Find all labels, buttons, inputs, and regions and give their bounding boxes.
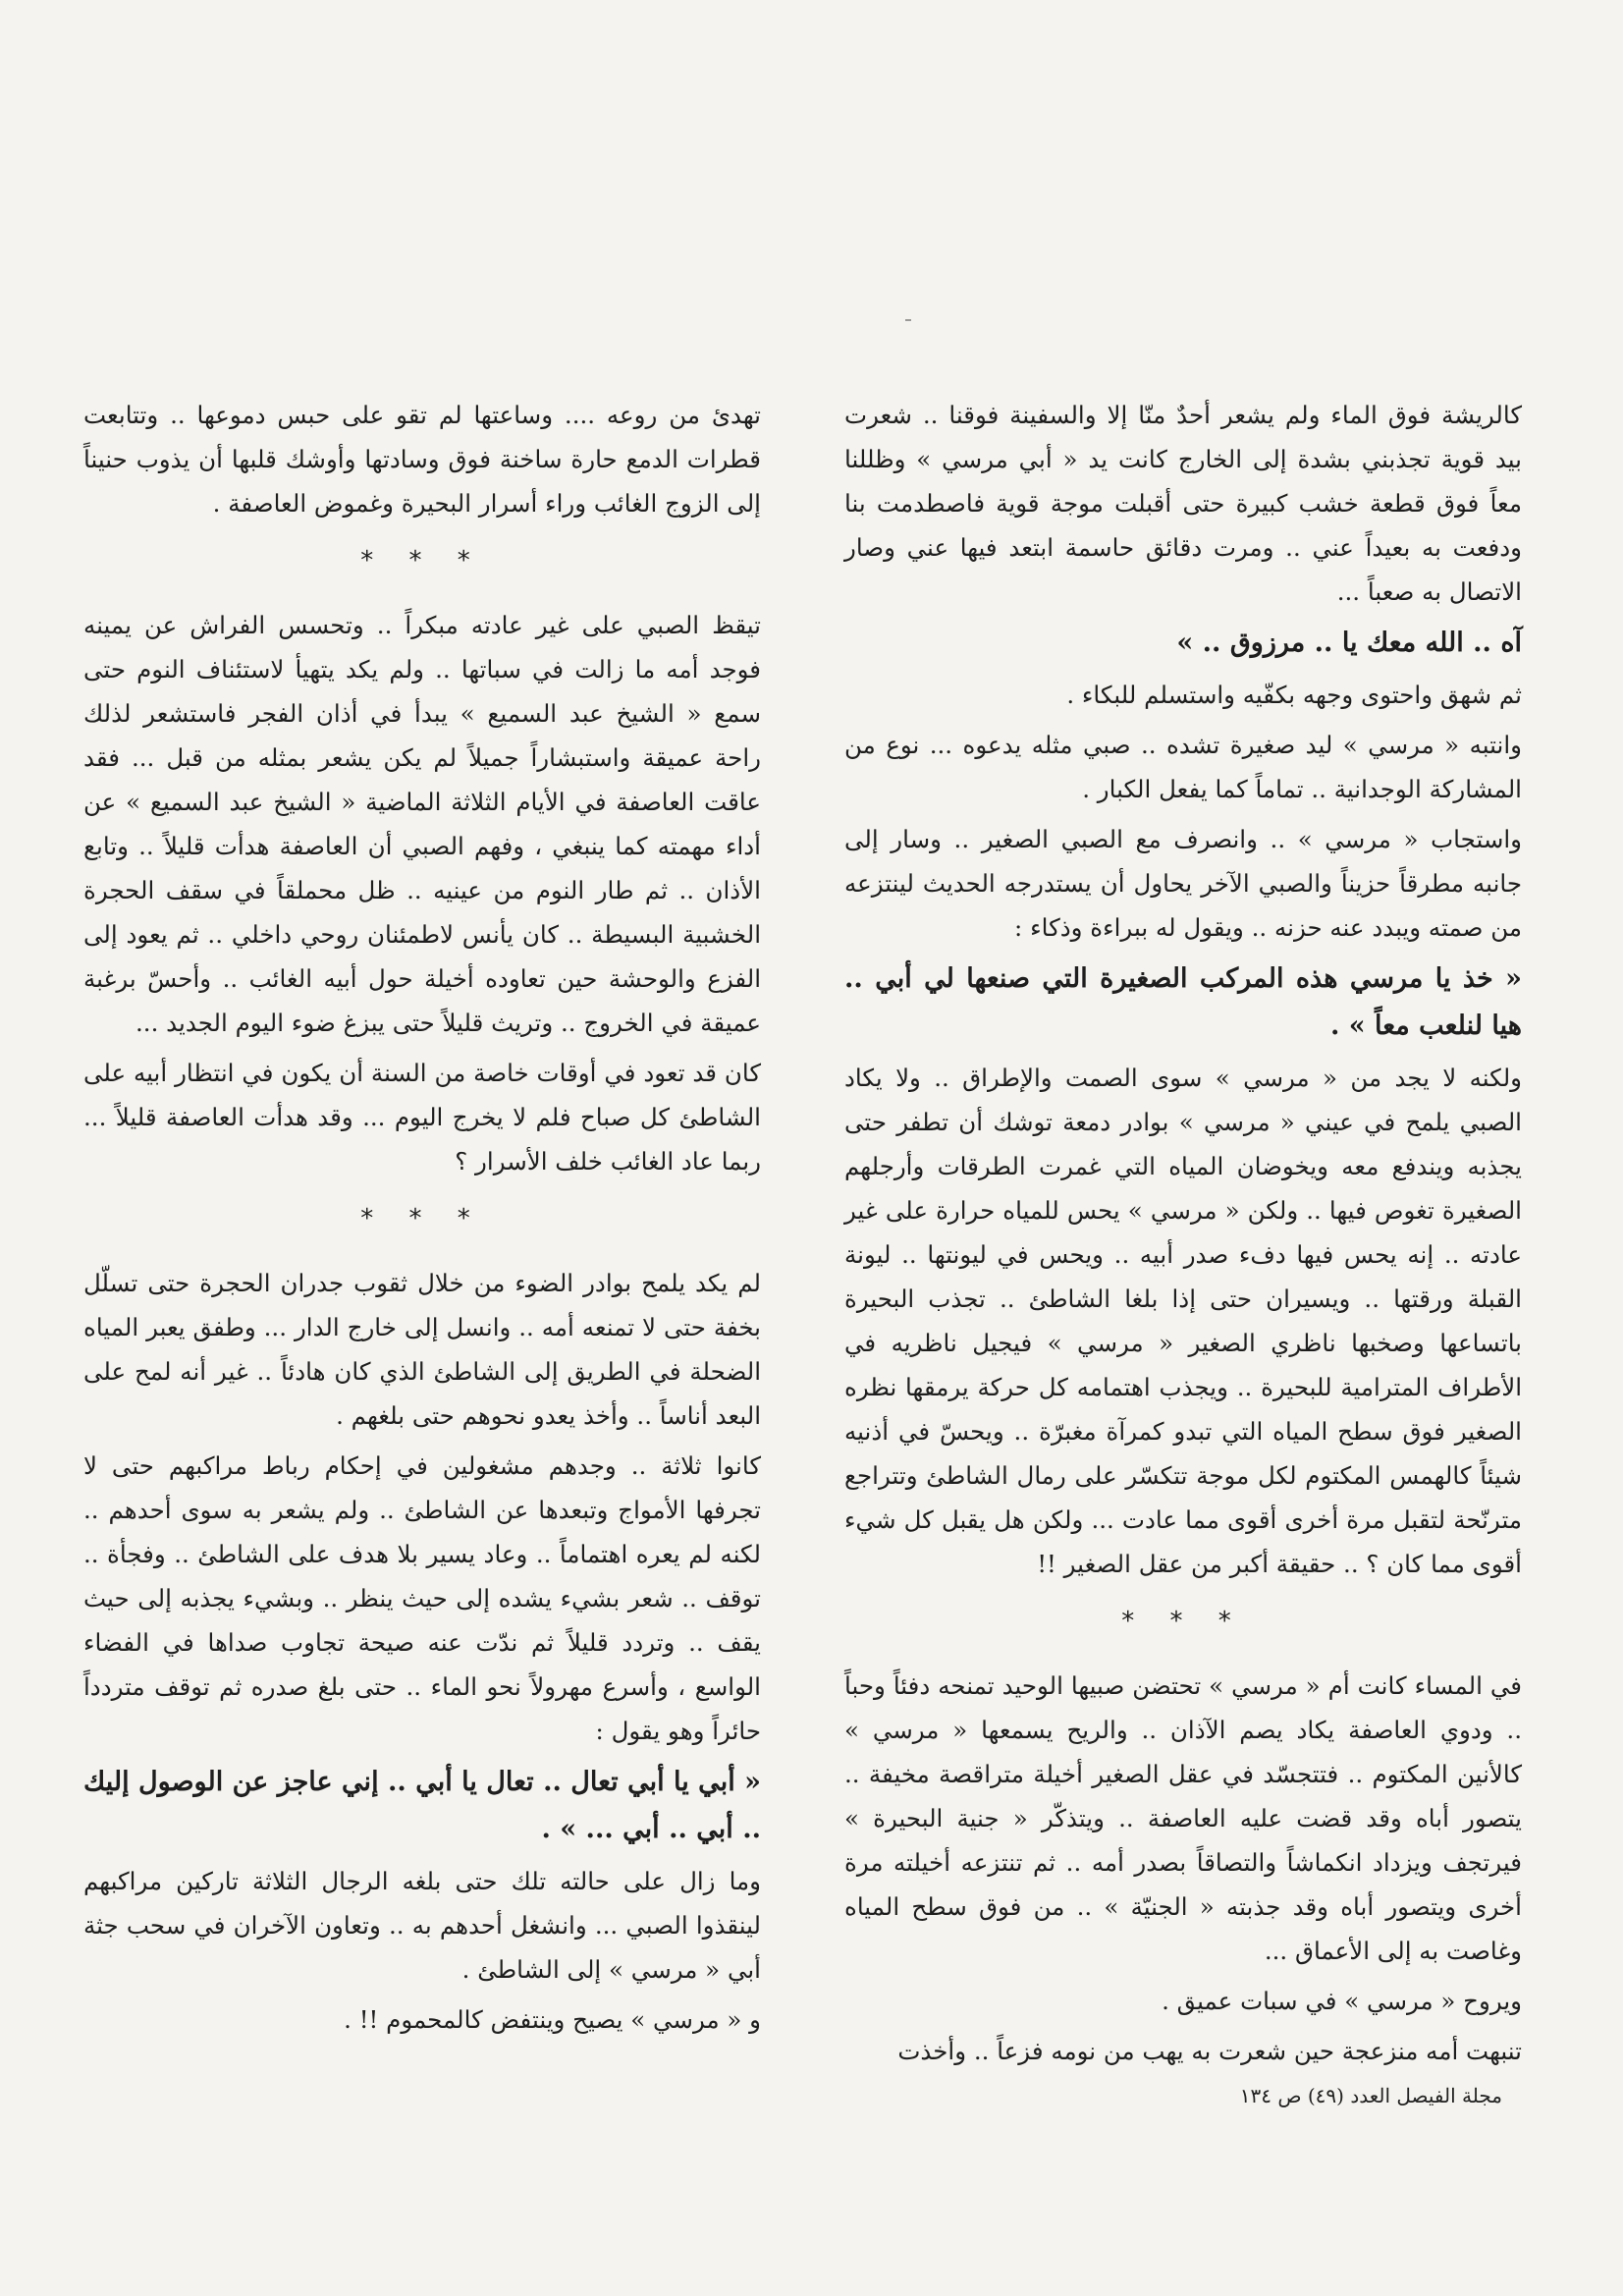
right-paragraph: كالريشة فوق الماء ولم يشعر أحدٌ منّا إلا والسفينة فوقنا .. شعرت بيد قوية تجذبني بشدة إلى الخارج كانت يد « أبي مرسي » وظللنا معاً فوق قطعة خشب كبيرة حتى أقبلت موجة قوية فاصطدمت بنا ودفعت به بعيداً عني .. ومرت دقائق حاسمة ابتعد فيها عني وصار الاتصال به صعباً ... xyxy=(844,401,1522,606)
right-paragraph: ولكنه لا يجد من « مرسي » سوى الصمت والإطراق .. ولا يكاد الصبي يلمح في عيني « مرسي » بوادر دمعة توشك أن تطفر حتى يجذبه ويندفع معه ويخوضان المياه التي غمرت الطرقات وأرجلهم الصغيرة تغوص فيها .. ولكن « مرسي » يحس للمياه حرارة على غير عادته .. إنه يحس فيها دفء صدر أبيه .. ويحس في ليونتها .. ليونة القبلة ورقتها .. ويسيران حتى إذا بلغا الشاطئ .. تجذب البحيرة باتساعها وصخبها ناظري الصغير « مرسي » فيجيل ناظريه في الأطراف المترامية للبحيرة .. ويجذب اهتمامه كل حركة يرمقها نظره الصغير فوق سطح المياه التي تبدو كمرآة مغبرّة .. ويحسّ في أذنيه شيئاً كالهمس المكتوم لكل موجة تتكسّر على رمال الشاطئ وتتراجع مترنّحة لتقبل مرة أخرى أقوى مما عادت ... ولكن هل يقبل كل شيء أقوى مما كان ؟ .. حقيقة أكبر من عقل الصغير !! xyxy=(844,1064,1522,1578)
left-paragraph: تيقظ الصبي على غير عادته مبكراً .. وتحسس الفراش عن يمينه فوجد أمه ما زالت في سباتها .. ولم يكد يتهيأ لاستئناف النوم حتى سمع « الشيخ عبد السميع » يبدأ في أذان الفجر فاستشعر لذلك راحة عميقة واستبشاراً جميلاً لم يكن يشعر بمثله من قبل ... فقد عاقت العاصفة في الأيام الثلاثة الماضية « الشيخ عبد السميع » عن أداء مهمته كما ينبغي ، وفهم الصبي أن العاصفة هدأت قليلاً .. وتابع الأذان .. ثم طار النوم من عينيه .. ظل محملقاً في سقف الحجرة الخشبية البسيطة .. كان يأنس لاطمئنان روحي داخلي .. ثم يعود إلى الفزع والوحشة حين تعاوده أخيلة حول أبيه الغائب .. وأحسّ برغبة عميقة في الخروج .. وتريث قليلاً حتى يبزغ ضوء اليوم الجديد ... xyxy=(83,611,761,1037)
right-paragraph: ثم شهق واحتوى وجهه بكفّيه واستسلم للبكاء . xyxy=(1066,681,1522,709)
right-paragraph: واستجاب « مرسي » .. وانصرف مع الصبي الصغير .. وسار إلى جانبه مطرقاً حزيناً والصبي الآخر يحاول أن يستدرجه الحديث لينتزعه من صمته ويبدد عنه حزنه .. ويقول له ببراءة وذكاء : xyxy=(844,825,1522,942)
right-emphasized-quote: « خذ يا مرسي هذه المركب الصغيرة التي صنعها لي أبي .. هيا لنلعب معاً » . xyxy=(844,963,1522,1041)
right-section-divider: * * * xyxy=(1121,1607,1245,1636)
right-paragraph: تنبهت أمه منزعجة حين شعرت به يهب من نومه فزعاً .. وأخذت xyxy=(897,2037,1522,2065)
right-paragraph: ويروح « مرسي » في سبات عميق . xyxy=(1162,1987,1522,2015)
scan-mark xyxy=(905,319,911,321)
left-section-divider: * * * xyxy=(360,546,484,575)
right-column xyxy=(844,393,1522,2079)
right-emphasized-quote: آه .. الله معك يا .. مرزوق .. » xyxy=(1176,628,1522,658)
left-paragraph: كانوا ثلاثة .. وجدهم مشغولين في إحكام رباط مراكبهم حتى لا تجرفها الأمواج وتبعدها عن الشاطئ .. ولم يشعر به سوى أحدهم .. لكنه لم يعره اهتماماً .. وعاد يسير بلا هدف على الشاطئ .. وفجأة .. توقف .. شعر بشيء يشده إلى حيث ينظر .. وبشيء يجذبه إلى حيث يقف .. وتردد قليلاً ثم ندّت عنه صيحة تجاوب صداها في الفضاء الواسع ، وأسرع مهرولاً نحو الماء .. حتى بلغ صدره ثم توقف متردداً حائراً وهو يقول : xyxy=(83,1451,761,1745)
left-paragraph: تهدئ من روعه .... وساعتها لم تقو على حبس دموعها .. وتتابعت قطرات الدمع حارة ساخنة فوق وسادتها وأوشك قلبها أن يذوب حنيناً إلى الزوج الغائب وراء أسرار البحيرة وغموض العاصفة . xyxy=(83,401,761,518)
left-paragraph: وما زال على حالته تلك حتى بلغه الرجال الثلاثة تاركين مراكبهم لينقذوا الصبي ... وانشغل أحدهم به .. وتعاون الآخران في سحب جثة أبي « مرسي » إلى الشاطئ . xyxy=(83,1867,761,1984)
right-paragraph: في المساء كانت أم « مرسي » تحتضن صبيها الوحيد تمنحه دفئاً وحباً .. ودوي العاصفة يكاد يصم الآذان .. والريح يسمعها « مرسي » كالأنين المكتوم .. فتتجسّد في عقل الصغير أخيلة متراقصة مخيفة .. يتصور أباه وقد قضت عليه العاصفة .. ويتذكّر « جنية البحيرة » فيرتجف ويزداد انكماشاً والتصاقاً بصدر أمه .. ثم تنتزعه أخيلته مرة أخرى ويتصور أباه وقد جذبته « الجنيّة » .. من فوق سطح المياه وغاصت به إلى الأعماق ... xyxy=(844,1671,1522,1965)
left-paragraph: لم يكد يلمح بوادر الضوء من خلال ثقوب جدران الحجرة حتى تسلّل بخفة حتى لا تمنعه أمه .. وانسل إلى خارج الدار ... وطفق يعبر المياه الضحلة في الطريق إلى الشاطئ الذي كان هادئاً .. غير أنه لمح على البعد أناساً .. وأخذ يعدو نحوهم حتى بلغهم . xyxy=(83,1269,761,1430)
page-footer: مجلة الفيصل العدد (٤٩) ص ١٣٤ xyxy=(1239,2084,1502,2107)
left-paragraph: كان قد تعود في أوقات خاصة من السنة أن يكون في انتظار أبيه على الشاطئ كل صباح فلم لا يخرج اليوم ... وقد هدأت العاصفة قليلاً ... ربما عاد الغائب خلف الأسرار ؟ xyxy=(83,1059,761,1175)
left-section-divider: * * * xyxy=(360,1204,484,1233)
left-emphasized-quote: « أبي يا أبي تعال .. تعال يا أبي .. إني عاجز عن الوصول إليك .. أبي .. أبي ... » . xyxy=(83,1767,761,1844)
left-paragraph: و « مرسي » يصيح وينتفض كالمحموم !! . xyxy=(344,2005,761,2034)
right-paragraph: وانتبه « مرسي » ليد صغيرة تشده .. صبي مثله يدعوه ... نوع من المشاركة الوجدانية .. تماماً كما يفعل الكبار . xyxy=(844,731,1522,803)
left-column xyxy=(83,393,761,2048)
